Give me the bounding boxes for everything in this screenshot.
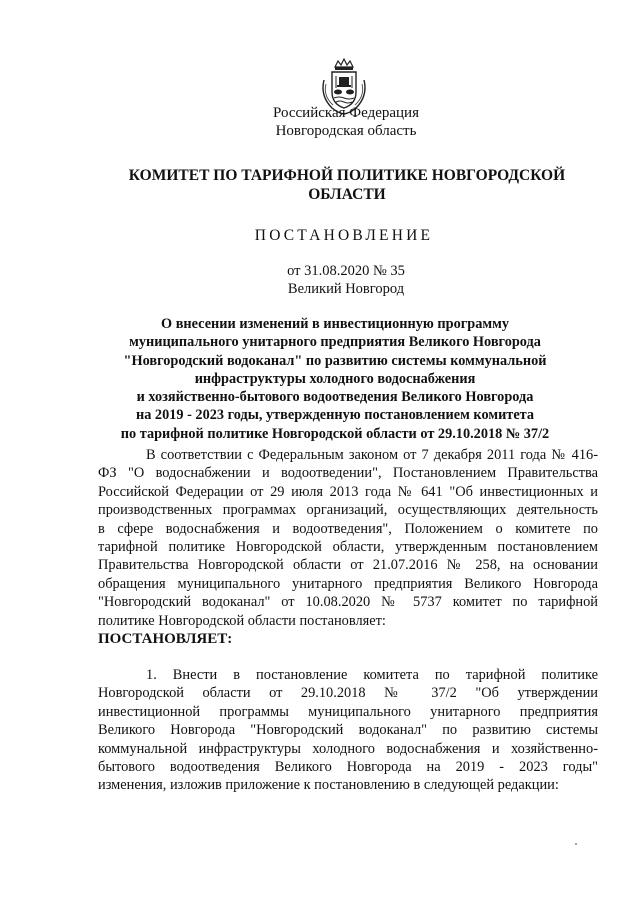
item-1-paragraph: [98, 666, 598, 795]
item-1-line: изменения, изложив приложение к постановлению в следующей редакции:: [98, 777, 559, 794]
preamble-line: ФЗ "О водоснабжении и водоотведении", Постановлением Правительства: [98, 465, 598, 482]
item-1-line: коммунальной инфраструктуры холодного водоснабжения и хозяйственно-: [98, 740, 598, 757]
item-1-line: бытового водоотведения Великого Новгорода на 2019 - 2023 годы": [98, 758, 598, 775]
country-name: Российская Федерация: [273, 105, 419, 121]
preamble-line: "Новгородский водоканал" от 10.08.2020 № 5737 комитет по тарифной: [98, 594, 598, 611]
preamble-line: Российской Федерации от 29 июля 2013 года № 641 "Об инвестиционных и: [98, 483, 598, 500]
resolves-heading: ПОСТАНОВЛЯЕТ:: [98, 631, 233, 647]
item-1-line: Великого Новгорода "Новгородский водоканал" по развитию системы: [98, 722, 598, 739]
item-1-line: 1. Внести в постановление комитета по тарифной политике: [146, 667, 598, 683]
preamble-line: тарифной политике Новгородской области, утвержденным постановлением: [98, 538, 598, 555]
document-date-number: от 31.08.2020 № 35: [287, 263, 405, 279]
preamble-line: обращения муниципального унитарного предприятия Великого Новгорода: [98, 575, 598, 592]
document-city: Великий Новгород: [287, 281, 405, 297]
preamble-line: В соответствии с Федеральным законом от 7 декабря 2011 года № 416-: [146, 447, 598, 463]
subject-line: по тарифной политике Новгородской области от 29.10.2018 № 37/2: [120, 425, 550, 442]
preamble-line: в сфере водоснабжения и водоотведения", Положением о комитете по: [98, 520, 598, 537]
subject-line: инфраструктуры холодного водоснабжения: [194, 370, 476, 387]
subject-line: О внесении изменений в инвестиционную программу: [161, 316, 509, 332]
region-name: Новгородская область: [275, 123, 417, 139]
preamble-line: Правительства Новгородской области от 21.07.2016 № 258, на основании: [98, 557, 598, 574]
document-type: ПОСТАНОВЛЕНИЕ: [254, 227, 434, 244]
preamble-line: производственных программах организаций, осуществляющих деятельность: [98, 502, 598, 519]
preamble-paragraph: [98, 446, 598, 630]
scan-speck: [575, 843, 577, 845]
item-1-line: инвестиционной программы муниципального унитарного предприятия: [98, 703, 598, 720]
committee-name-line: КОМИТЕТ ПО ТАРИФНОЙ ПОЛИТИКЕ НОВГОРОДСКОЙ: [128, 167, 566, 184]
item-1-line: Новгородской области от 29.10.2018 № 37/2 "Об утверждении: [98, 685, 598, 702]
preamble-line: политике Новгородской области постановляет:: [98, 612, 386, 629]
document-subject: [100, 315, 570, 443]
subject-line: и хозяйственно-бытового водоотведения Великого Новгорода: [136, 389, 534, 406]
committee-name-line: ОБЛАСТИ: [308, 186, 386, 203]
subject-line: муниципального унитарного предприятия Великого Новгорода: [129, 334, 541, 351]
subject-line: на 2019 - 2023 годы, утвержденную постановлением комитета: [135, 407, 535, 424]
committee-name: [112, 166, 582, 204]
subject-line: "Новгородский водоканал" по развитию системы коммунальной: [123, 352, 547, 369]
